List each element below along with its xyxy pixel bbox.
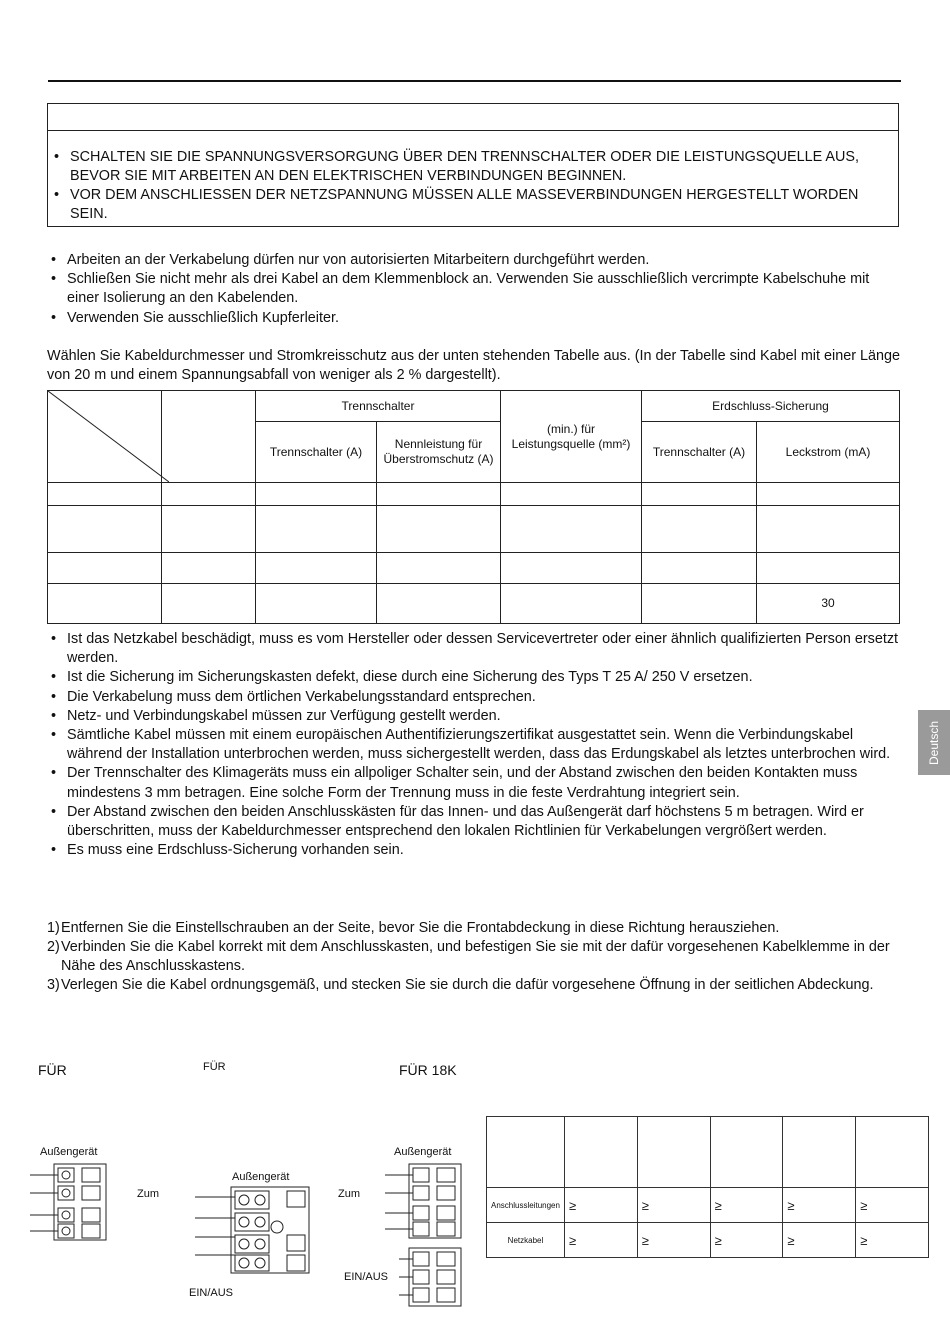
outdoor-label-b: Außengerät — [232, 1171, 290, 1183]
leak-value: 30 — [757, 584, 900, 624]
diagram-a-title: FÜR — [38, 1062, 67, 1078]
warning-header — [48, 104, 898, 131]
empty-header-cell — [162, 391, 256, 483]
step-item: 1) Entfernen Sie die Einstellschrauben an der Seite, bevor Sie die Frontabdeckung in diese Richtung herausziehen. — [47, 920, 780, 936]
wire-size-table — [486, 1116, 929, 1258]
row-label-connection: Anschlussleitungen — [487, 1188, 565, 1223]
terminal-block-diagram-b — [195, 1185, 315, 1280]
terminal-block-diagram-a — [30, 1160, 120, 1245]
notes-bottom — [48, 630, 906, 860]
note-item: • Es muss eine Erdschluss-Sicherung vorhanden sein. — [48, 841, 906, 860]
note-item: • Verwenden Sie ausschließlich Kupferleiter. — [48, 309, 898, 328]
install-steps — [47, 919, 912, 995]
note-item: • Die Verkabelung muss dem örtlichen Verkabelungsstandard entsprechen. — [48, 688, 906, 707]
einaus-label-b: EIN/AUS — [189, 1287, 234, 1299]
table-row: Netzkabel ≥ ≥ ≥ ≥ ≥ — [487, 1223, 929, 1258]
note-item: • Der Trennschalter des Klimageräts muss ein allpoliger Schalter sein, und der Abstand zwischen den beiden Kontakten muss mindestens 3 mm betragen. Eine solche Form der Trennung muss in die feste Verdrahtung integriert sein. — [48, 764, 906, 802]
diagram-b-title: FÜR — [203, 1061, 226, 1073]
col-rated: Nennleistung für Überstromschutz (A) — [377, 422, 501, 483]
col-breaker: Trennschalter (A) — [256, 422, 377, 483]
note-item: • Sämtliche Kabel müssen mit einem europäischen Authentifizierungszertifikat ausgestattet sein. Wenn die Verbindungskabel während der Installation unterbrochen werden, muss sichergestellt werden, dass das Erdungskabel als letztes unterbrochen wird. — [48, 726, 906, 764]
einaus-label-c: EIN/AUS — [344, 1271, 389, 1283]
header-rule — [48, 80, 901, 82]
note-item: • Arbeiten an der Verkabelung dürfen nur von autorisierten Mitarbeitern durchgeführt werden. — [48, 251, 898, 270]
step-item: 3) Verlegen Sie die Kabel ordnungsgemäß, und stecken Sie sie durch die dafür vorgesehene Öffnung in der seitlichen Abdeckung. — [47, 977, 874, 993]
note-item: • Ist die Sicherung im Sicherungskasten defekt, diese durch eine Sicherung des Typs T 25 A/ 250 V ersetzen. — [48, 668, 906, 687]
outdoor-label-c: Außengerät — [394, 1146, 452, 1158]
note-item: • Netz- und Verbindungskabel müssen zur Verfügung gestellt werden. — [48, 707, 906, 726]
warning-list — [48, 148, 898, 224]
zum-label-c: Zum — [338, 1188, 360, 1200]
outdoor-label-a: Außengerät — [40, 1146, 98, 1158]
table-row: Anschlussleitungen ≥ ≥ ≥ ≥ ≥ — [487, 1188, 929, 1223]
table-row — [48, 506, 900, 553]
col-cable: (min.) für Leistungsquelle (mm²) — [501, 391, 642, 483]
col-elcb: Trennschalter (A) — [642, 422, 757, 483]
row-label-power: Netzkabel — [487, 1223, 565, 1258]
spec-table — [47, 390, 900, 624]
col-leak: Leckstrom (mA) — [757, 422, 900, 483]
step-item: 2) Verbinden Sie die Kabel korrekt mit dem Anschlusskasten, und befestigen Sie sie mit der dafür vorgesehenen Kabelklemme in der Nähe des Anschlusskastens. — [47, 939, 890, 974]
warning-item: • VOR DEM ANSCHLIESSEN DER NETZSPANNUNG MÜSSEN ALLE MASSEVERBINDUNGEN HERGESTELLT WORDEN SEIN. — [48, 186, 898, 224]
group-header-breaker: Trennschalter — [256, 391, 501, 422]
diagram-c-title: FÜR 18K — [399, 1062, 457, 1078]
warning-box — [47, 103, 899, 227]
zum-label-a: Zum — [137, 1188, 159, 1200]
table-row — [48, 483, 900, 506]
language-tab-label: Deutsch — [927, 720, 941, 765]
note-item: • Schließen Sie nicht mehr als drei Kabel an dem Klemmenblock an. Verwenden Sie ausschließlich vercrimpte Kabelschuhe mit einer Isolierung an den Kabelenden. — [48, 270, 898, 308]
diagonal-line — [48, 391, 169, 482]
table-row — [48, 584, 900, 624]
note-item: • Ist das Netzkabel beschädigt, muss es vom Hersteller oder dessen Servicevertreter oder einer ähnlich qualifizierten Person ersetzt werden. — [48, 630, 906, 668]
table-intro: Wählen Sie Kabeldurchmesser und Stromkreisschutz aus der unten stehenden Tabelle aus. (In der Tabelle sind Kabel mit einer Länge von 20 m und einem Spannungsabfall von weniger als 2 % dargestellt). — [47, 348, 901, 383]
language-tab[interactable] — [918, 710, 950, 775]
group-header-elcb: Erdschluss-Sicherung — [642, 391, 900, 422]
warning-item: • SCHALTEN SIE DIE SPANNUNGSVERSORGUNG ÜBER DEN TRENNSCHALTER ODER DIE LEISTUNGSQUELLE AUS, BEVOR SIE MIT ARBEITEN AN DEN ELEKTRISCHEN VERBINDUNGEN BEGINNEN. — [48, 148, 898, 186]
table-row — [48, 553, 900, 584]
terminal-block-diagram-c — [385, 1160, 465, 1310]
notes-top — [48, 251, 898, 328]
note-item: • Der Abstand zwischen den beiden Anschlusskästen für das Innen- und das Außengerät darf höchstens 5 m betragen. Wird er überschritten, muss der Kabeldurchmesser entsprechend den lokalen Richtlinien für Verkabelungen vergrößert werden. — [48, 803, 906, 841]
diagonal-cell — [48, 391, 162, 483]
